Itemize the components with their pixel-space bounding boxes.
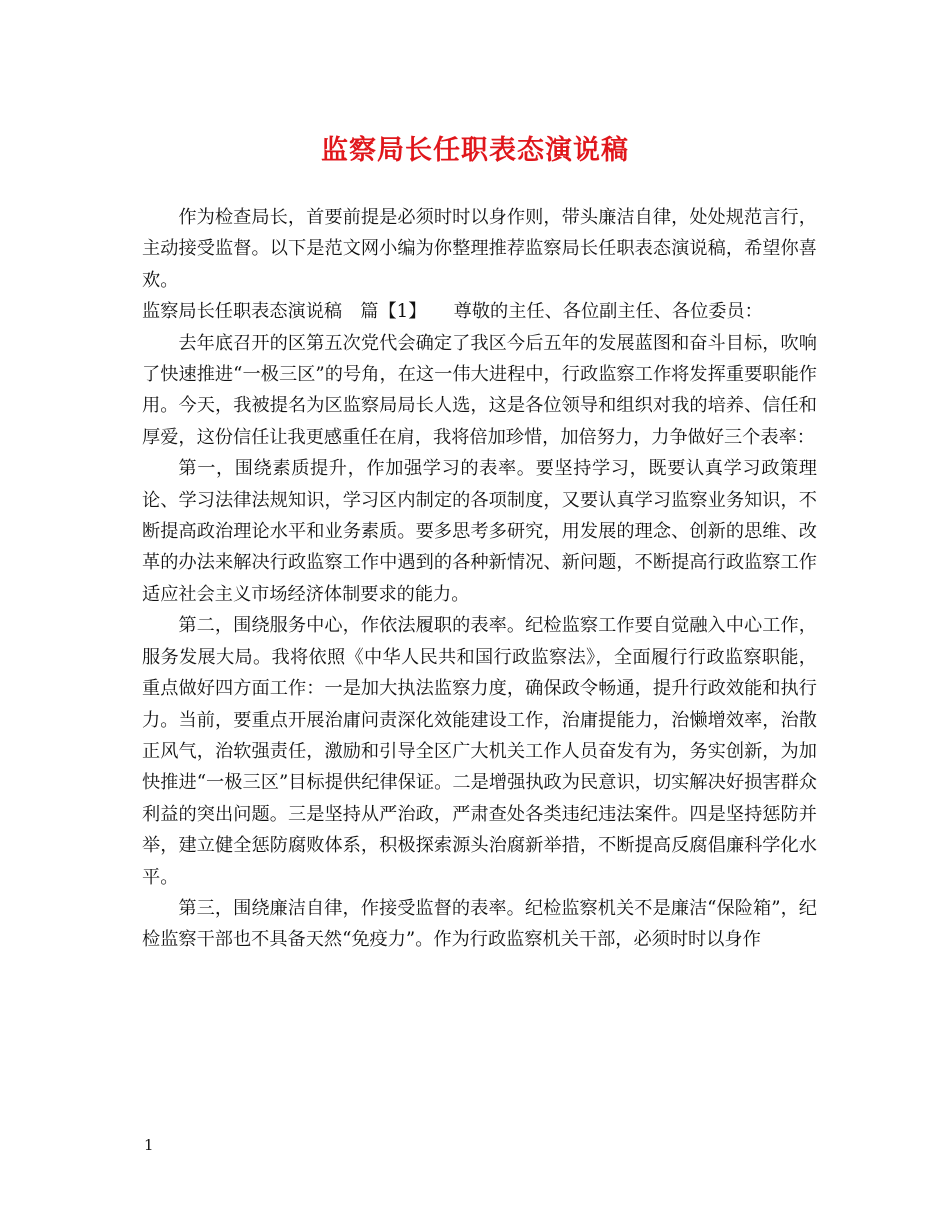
section-heading-line: 监察局长任职表态演说稿 篇【1】 尊敬的主任、各位副主任、各位委员：	[142, 301, 763, 323]
body-paragraph: 第三，围绕廉洁自律，作接受监督的表率。纪检监察机关不是廉洁“保险箱”，纪检监察干部也不具备天然“免疫力”。作为行政监察机关干部，必须时时以身作	[142, 897, 817, 951]
body-paragraph: 去年底召开的区第五次党代会确定了我区今后五年的发展蓝图和奋斗目标，吹响了快速推进“一极三区”的号角，在这一伟大进程中，行政监察工作将发挥重要职能作用。今天，我被提名为区监察局局长人选，这是各位领导和组织对我的培养、信任和厚爱，这份信任让我更感重任在肩，我将倍加珍惜，加倍努力，力争做好三个表率：	[142, 332, 817, 448]
intro-paragraph: 作为检查局长，首要前提是必须时时以身作则，带头廉洁自律，处处规范言行，主动接受监督。以下是范文网小编为你整理推荐监察局长任职表态演说稿，希望你喜欢。	[142, 207, 817, 291]
body-paragraph: 第二，围绕服务中心，作依法履职的表率。纪检监察工作要自觉融入中心工作，服务发展大局。我将依照《中华人民共和国行政监察法》，全面履行行政监察职能，重点做好四方面工作：一是加大执法监察力度，确保政令畅通，提升行政效能和执行力。当前，要重点开展治庸问责深化效能建设工作，治庸提能力，治懒增效率，治散正风气，治软强责任，激励和引导全区广大机关工作人员奋发有为，务实创新，为加快推进“一极三区”目标提供纪律保证。二是增强执政为民意识，切实解决好损害群众利益的突出问题。三是坚持从严治政，严肃查处各类违纪违法案件。四是坚持惩防并举，建立健全惩防腐败体系，积极探索源头治腐新举措，不断提高反腐倡廉科学化水平。	[142, 615, 817, 888]
document-title: 监察局长任职表态演说稿	[321, 135, 629, 166]
document-body	[142, 202, 817, 956]
body-paragraph: 第一，围绕素质提升，作加强学习的表率。要坚持学习，既要认真学习政策理论、学习法律法规知识，学习区内制定的各项制度，又要认真学习监察业务知识，不断提高政治理论水平和业务素质。要多思考多研究，用发展的理念、创新的思维、改革的办法来解决行政监察工作中遇到的各种新情况、新问题，不断提高行政监察工作适应社会主义市场经济体制要求的能力。	[142, 458, 817, 605]
page-number: 1	[144, 1136, 154, 1154]
